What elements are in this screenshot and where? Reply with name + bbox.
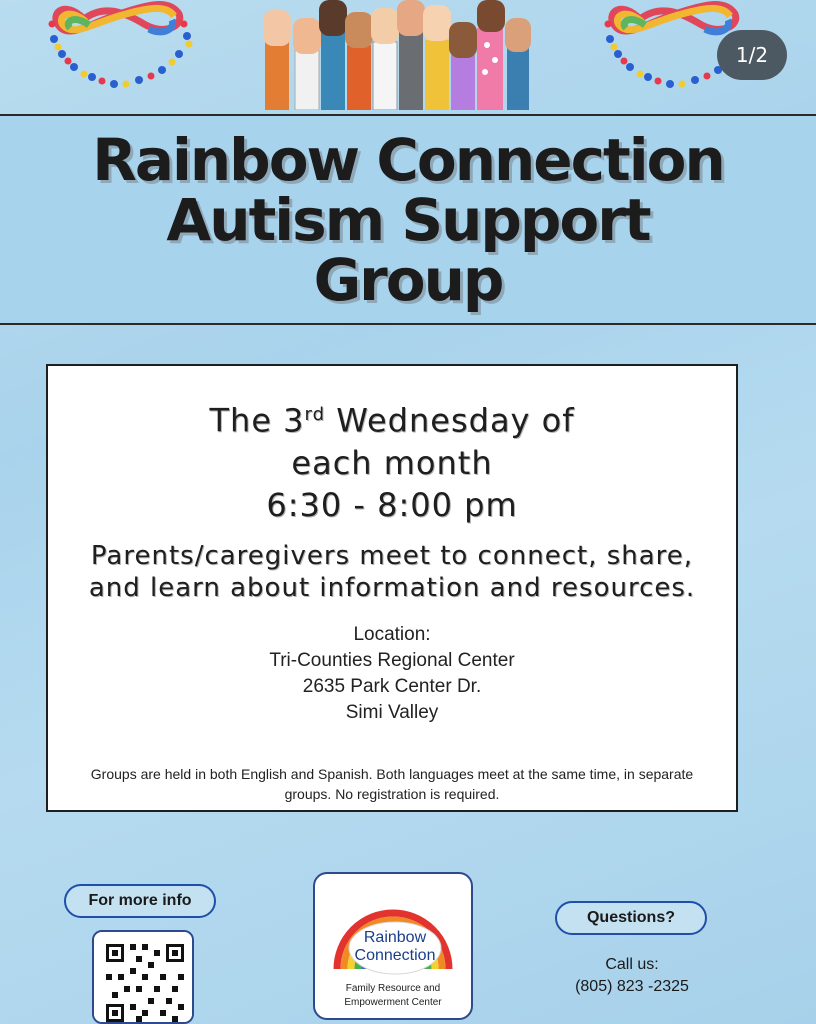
schedule-time: 6:30 - 8:00 pm (266, 485, 518, 524)
schedule-line-2: each month (291, 443, 493, 482)
meeting-schedule (48, 394, 736, 526)
logo-subtitle-line: Empowerment Center (344, 997, 442, 1008)
page-title-line: Group (313, 246, 503, 314)
location-line: Simi Valley (345, 701, 439, 723)
schedule-ordinal: rd (304, 404, 326, 425)
logo-subtitle-line: Family Resource and (345, 983, 441, 994)
location-line: 2635 Park Center Dr. (302, 675, 482, 697)
location-label: Location: (353, 623, 431, 645)
logo-line-1: Rainbow (363, 929, 427, 946)
infinity-heart-wreath-icon (44, 0, 194, 104)
page-title-line: Rainbow Connection (92, 126, 724, 194)
questions-label: Questions? (555, 901, 707, 935)
location-block (48, 622, 736, 726)
location-line: Tri-Counties Regional Center (269, 649, 515, 671)
logo-line-2: Connection (354, 947, 436, 964)
qr-code-graphic (94, 932, 194, 1024)
rainbow-connection-logo (313, 872, 473, 1020)
raised-hands-icon (255, 0, 555, 110)
qr-code-icon[interactable] (92, 930, 194, 1024)
logo-subtitle (315, 982, 471, 1010)
schedule-day-suffix: Wednesday of (325, 401, 575, 440)
page-indicator-badge: 1/2 (717, 30, 787, 80)
language-note: Groups are held in both English and Spanish. Both languages meet at the same time, in separate groups. No registration is required. (90, 766, 694, 802)
page-title-line: Autism Support (166, 186, 650, 254)
title-section (0, 116, 816, 324)
divider (0, 323, 816, 325)
more-info-label: For more info (64, 884, 216, 918)
phone-number[interactable]: (805) 823 -2325 (575, 978, 689, 995)
group-description: Parents/caregivers meet to connect, share, and learn about information and resources. (88, 540, 696, 603)
schedule-line-1 (48, 394, 736, 442)
top-banner (0, 0, 816, 114)
schedule-day-prefix: The 3 (209, 401, 305, 440)
rainbow-logo-icon (315, 874, 471, 984)
event-details-card (46, 364, 738, 812)
contact-block (556, 954, 708, 998)
call-label: Call us: (605, 956, 659, 973)
